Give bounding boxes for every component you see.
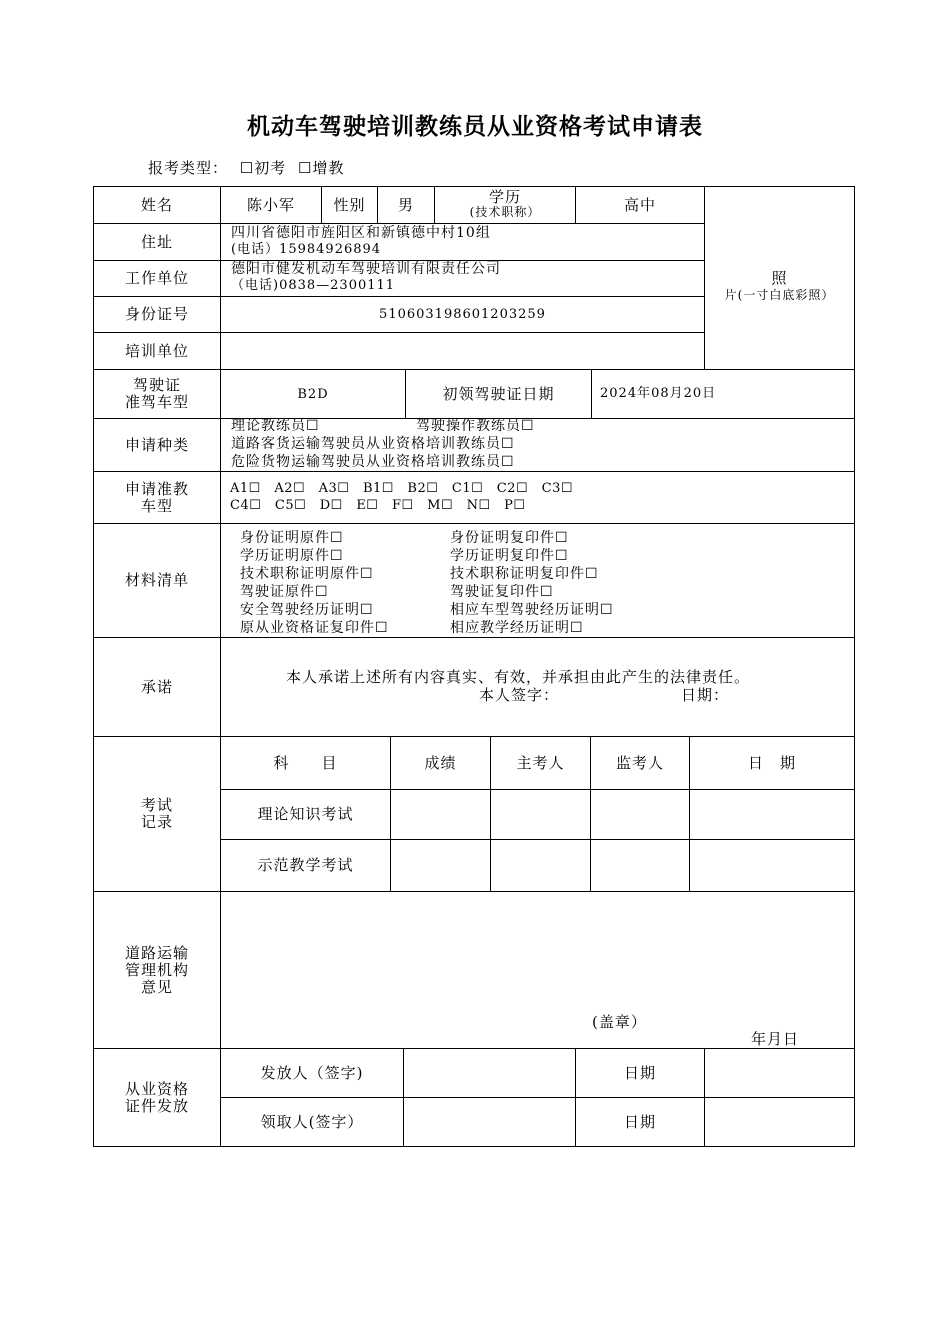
photo-label-line2: 片(一寸白底彩照） <box>724 287 835 302</box>
material-item[interactable]: 技术职称证明原件☐ <box>240 566 374 582</box>
vehicle-type-label-line2: 车型 <box>140 496 173 515</box>
opinion-date-label: 年月日 <box>751 1030 800 1048</box>
apply-type-label: 申请种类 <box>124 435 189 454</box>
promise-label: 承诺 <box>140 677 173 696</box>
first-license-date-label: 初领驾驶证日期 <box>442 384 555 403</box>
exam-header-proctor: 监考人 <box>615 753 664 772</box>
apply-type-passenger-checkbox[interactable]: 道路客货运输驾驶员从业资格培训教练员☐ <box>231 436 515 452</box>
material-item[interactable]: 相应教学经历证明☐ <box>450 620 584 636</box>
material-item[interactable]: 技术职称证明复印件☐ <box>450 566 599 582</box>
promise-signature-label: 本人签字： <box>479 686 560 704</box>
education-value[interactable]: 高中 <box>623 195 656 214</box>
workplace-label: 工作单位 <box>124 269 189 287</box>
workplace-value-line1[interactable]: 德阳市健发机动车驾驶培训有限责任公司 <box>231 261 501 277</box>
gender-label: 性别 <box>333 195 366 214</box>
material-item[interactable]: 身份证明原件☐ <box>240 530 344 546</box>
license-class-label-line1: 驾驶证 <box>132 376 181 394</box>
education-label-main: 学历 <box>488 188 521 206</box>
exam-type-initial-checkbox[interactable]: ☐初考 <box>239 159 287 177</box>
exam-type-add-checkbox[interactable]: ☐增教 <box>298 159 345 177</box>
promise-text: 本人承诺上述所有内容真实、有效，并承担由此产生的法律责任。 <box>286 668 751 686</box>
address-value-line1[interactable]: 四川省德阳市旌阳区和新镇德中村10组 <box>231 225 491 241</box>
id-number-value[interactable]: 510603198601203259 <box>379 307 546 322</box>
exam-record-label-line1: 考试 <box>140 796 173 814</box>
address-phone[interactable]: (电话）15984926894 <box>231 242 382 257</box>
name-value[interactable]: 陈小军 <box>246 195 295 214</box>
certificate-issue-label <box>94 1049 220 1146</box>
apply-type-theory-checkbox[interactable]: 理论教练员☐ <box>231 418 320 434</box>
material-item[interactable]: 驾驶证复印件☐ <box>450 584 554 600</box>
education-label-sub: (技术职称） <box>469 205 541 219</box>
authority-opinion-label-line2: 管理机构 <box>124 960 189 979</box>
certificate-issue-label-line2: 证件发放 <box>124 1096 189 1115</box>
exam-type <box>148 157 350 178</box>
exam-header-subject: 科 目 <box>273 753 338 772</box>
license-class-value[interactable]: B2D <box>297 386 329 402</box>
authority-opinion-label <box>94 892 220 1048</box>
exam-header-score: 成绩 <box>424 753 457 772</box>
materials-label: 材料清单 <box>124 571 189 589</box>
issuer-signature-field[interactable] <box>404 1049 575 1097</box>
authority-opinion-label-line1: 道路运输 <box>124 943 189 962</box>
exam-type-label: 报考类型： <box>148 159 229 177</box>
issuer-signature-label: 发放人（签字) <box>260 1063 364 1082</box>
material-item[interactable]: 安全驾驶经历证明☐ <box>240 602 374 618</box>
material-item[interactable]: 原从业资格证复印件☐ <box>240 620 389 636</box>
seal-label: (盖章） <box>592 1013 647 1031</box>
apply-type-driving-checkbox[interactable]: 驾驶操作教练员☐ <box>416 418 535 434</box>
training-unit-label: 培训单位 <box>124 341 189 360</box>
address-label: 住址 <box>140 232 173 251</box>
receiver-signature-label: 领取人(签字） <box>260 1112 364 1131</box>
name-label: 姓名 <box>140 195 173 214</box>
vehicle-types-row1[interactable]: A1☐ A2☐ A3☐ B1☐ B2☐ C1☐ C2☐ C3☐ <box>230 481 574 496</box>
table-divider <box>591 369 592 418</box>
exam-row-theory: 理论知识考试 <box>257 805 354 823</box>
education-label <box>435 187 575 223</box>
exam-record-label <box>94 737 220 891</box>
material-item[interactable]: 学历证明复印件☐ <box>450 548 569 564</box>
first-license-date-value[interactable]: 2024年08月20日 <box>600 386 717 401</box>
gender-value[interactable]: 男 <box>397 195 414 214</box>
workplace-phone[interactable]: （电话)0838—2300111 <box>231 278 396 293</box>
promise-date-label: 日期： <box>681 686 730 704</box>
exam-row-demo: 示范教学考试 <box>257 856 354 874</box>
license-class-label <box>94 370 220 418</box>
vehicle-types-row2[interactable]: C4☐ C5☐ D☐ E☐ F☐ M☐ N☐ P☐ <box>230 498 526 513</box>
material-item[interactable]: 相应车型驾驶经历证明☐ <box>450 602 614 618</box>
training-unit-value[interactable] <box>221 333 704 369</box>
authority-opinion-label-line3: 意见 <box>140 977 173 996</box>
issue-date-field[interactable] <box>705 1049 854 1097</box>
vehicle-type-label-line1: 申请准教 <box>124 479 189 498</box>
table-border <box>854 186 855 1147</box>
issue-date-label: 日期 <box>623 1063 656 1082</box>
receive-date-label: 日期 <box>623 1112 656 1131</box>
exam-header-chief-examiner: 主考人 <box>516 753 565 772</box>
photo-label-line1: 照 <box>771 268 788 287</box>
table-border <box>93 1146 855 1147</box>
vehicle-type-label <box>94 472 220 523</box>
receiver-signature-field[interactable] <box>404 1098 575 1146</box>
apply-type-hazard-checkbox[interactable]: 危险货物运输驾驶员从业资格培训教练员☐ <box>231 454 515 470</box>
id-number-label: 身份证号 <box>124 305 189 323</box>
exam-record-label-line2: 记录 <box>140 813 173 831</box>
exam-header-date: 日 期 <box>747 753 796 772</box>
receive-date-field[interactable] <box>705 1098 854 1146</box>
material-item[interactable]: 驾驶证原件☐ <box>240 584 329 600</box>
form-title: 机动车驾驶培训教练员从业资格考试申请表 <box>247 114 703 140</box>
certificate-issue-label-line1: 从业资格 <box>124 1079 189 1098</box>
license-class-label-line2: 准驾车型 <box>124 393 189 411</box>
material-item[interactable]: 身份证明复印件☐ <box>450 530 569 546</box>
material-item[interactable]: 学历证明原件☐ <box>240 548 344 564</box>
photo-box[interactable] <box>705 224 854 369</box>
